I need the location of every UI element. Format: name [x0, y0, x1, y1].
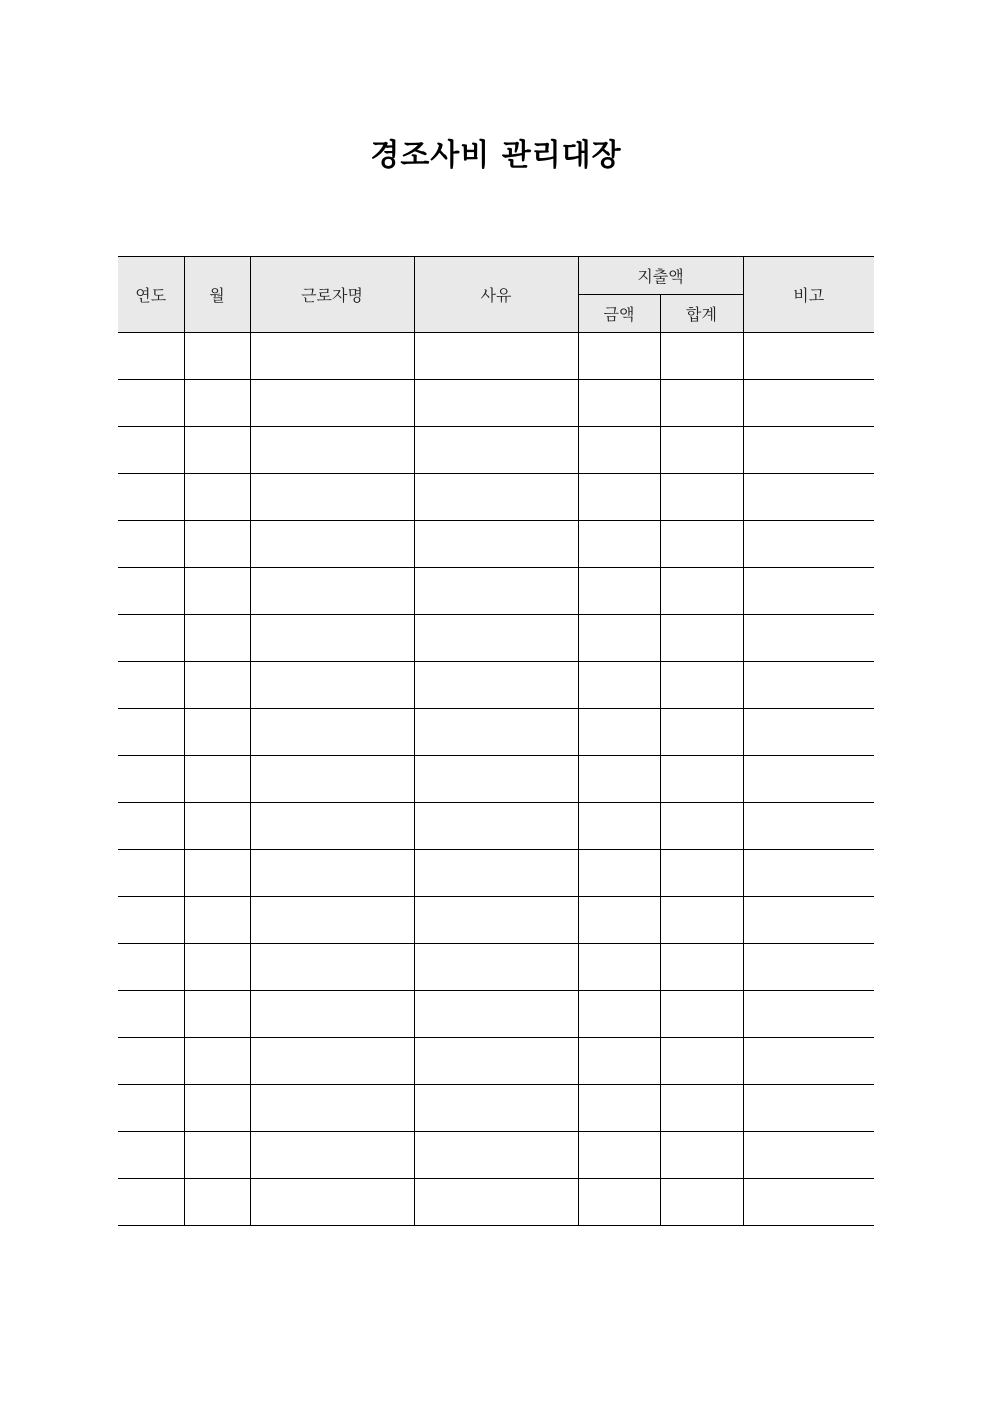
cell-worker-name[interactable]: [250, 1132, 414, 1179]
cell-total[interactable]: [660, 709, 743, 756]
cell-worker-name[interactable]: [250, 756, 414, 803]
cell-amount[interactable]: [578, 944, 660, 991]
cell-total[interactable]: [660, 333, 743, 380]
cell-year[interactable]: [118, 380, 184, 427]
cell-reason[interactable]: [414, 333, 578, 380]
table-row: [118, 1179, 874, 1226]
table-row: [118, 474, 874, 521]
cell-year[interactable]: [118, 991, 184, 1038]
cell-year[interactable]: [118, 333, 184, 380]
cell-remarks[interactable]: [743, 615, 874, 662]
cell-year[interactable]: [118, 521, 184, 568]
table-row: [118, 1038, 874, 1085]
cell-reason[interactable]: [414, 1085, 578, 1132]
cell-reason[interactable]: [414, 662, 578, 709]
cell-amount[interactable]: [578, 897, 660, 944]
table-row: [118, 333, 874, 380]
cell-month[interactable]: [184, 615, 250, 662]
cell-year[interactable]: [118, 850, 184, 897]
cell-amount[interactable]: [578, 1085, 660, 1132]
cell-amount[interactable]: [578, 615, 660, 662]
cell-amount[interactable]: [578, 991, 660, 1038]
cell-year[interactable]: [118, 427, 184, 474]
cell-remarks[interactable]: [743, 1179, 874, 1226]
cell-worker-name[interactable]: [250, 1179, 414, 1226]
cell-worker-name[interactable]: [250, 991, 414, 1038]
cell-reason[interactable]: [414, 568, 578, 615]
cell-worker-name[interactable]: [250, 427, 414, 474]
cell-month[interactable]: [184, 427, 250, 474]
cell-month[interactable]: [184, 568, 250, 615]
cell-total[interactable]: [660, 568, 743, 615]
cell-remarks[interactable]: [743, 380, 874, 427]
cell-year[interactable]: [118, 474, 184, 521]
cell-year[interactable]: [118, 1085, 184, 1132]
cell-reason[interactable]: [414, 521, 578, 568]
cell-amount[interactable]: [578, 850, 660, 897]
cell-worker-name[interactable]: [250, 944, 414, 991]
cell-reason[interactable]: [414, 803, 578, 850]
table-row: [118, 991, 874, 1038]
table-row: [118, 803, 874, 850]
ledger-table: [118, 256, 874, 1226]
table-row: [118, 568, 874, 615]
cell-reason[interactable]: [414, 615, 578, 662]
cell-remarks[interactable]: [743, 944, 874, 991]
cell-year[interactable]: [118, 1179, 184, 1226]
table-body: [118, 333, 874, 1226]
cell-remarks[interactable]: [743, 1085, 874, 1132]
cell-year[interactable]: [118, 944, 184, 991]
cell-amount[interactable]: [578, 756, 660, 803]
cell-reason[interactable]: [414, 850, 578, 897]
cell-reason[interactable]: [414, 1179, 578, 1226]
cell-year[interactable]: [118, 615, 184, 662]
cell-year[interactable]: [118, 709, 184, 756]
header-worker-name: 근로자명: [250, 257, 414, 333]
cell-worker-name[interactable]: [250, 662, 414, 709]
cell-total[interactable]: [660, 944, 743, 991]
cell-year[interactable]: [118, 662, 184, 709]
cell-remarks[interactable]: [743, 756, 874, 803]
table-row: [118, 1085, 874, 1132]
cell-total[interactable]: [660, 380, 743, 427]
cell-total[interactable]: [660, 1085, 743, 1132]
cell-worker-name[interactable]: [250, 850, 414, 897]
cell-amount[interactable]: [578, 1038, 660, 1085]
cell-reason[interactable]: [414, 1038, 578, 1085]
cell-remarks[interactable]: [743, 521, 874, 568]
cell-total[interactable]: [660, 850, 743, 897]
header-expenditure: 지출액: [578, 257, 743, 295]
header-month: 월: [184, 257, 250, 333]
cell-worker-name[interactable]: [250, 521, 414, 568]
cell-amount[interactable]: [578, 1132, 660, 1179]
cell-total[interactable]: [660, 1179, 743, 1226]
cell-total[interactable]: [660, 897, 743, 944]
cell-month[interactable]: [184, 944, 250, 991]
page-title: 경조사비 관리대장: [370, 138, 622, 173]
cell-amount[interactable]: [578, 380, 660, 427]
header-amount: 금액: [578, 295, 660, 333]
table-row: [118, 1132, 874, 1179]
cell-reason[interactable]: [414, 756, 578, 803]
cell-year[interactable]: [118, 897, 184, 944]
cell-reason[interactable]: [414, 1132, 578, 1179]
cell-month[interactable]: [184, 1085, 250, 1132]
cell-remarks[interactable]: [743, 1132, 874, 1179]
cell-month[interactable]: [184, 380, 250, 427]
table-row: [118, 897, 874, 944]
cell-total[interactable]: [660, 1132, 743, 1179]
table-row: [118, 709, 874, 756]
cell-amount[interactable]: [578, 568, 660, 615]
cell-remarks[interactable]: [743, 1038, 874, 1085]
cell-remarks[interactable]: [743, 897, 874, 944]
table-row: [118, 944, 874, 991]
cell-amount[interactable]: [578, 521, 660, 568]
cell-month[interactable]: [184, 333, 250, 380]
cell-month[interactable]: [184, 1038, 250, 1085]
cell-remarks[interactable]: [743, 991, 874, 1038]
cell-worker-name[interactable]: [250, 474, 414, 521]
cell-year[interactable]: [118, 756, 184, 803]
cell-worker-name[interactable]: [250, 333, 414, 380]
cell-total[interactable]: [660, 427, 743, 474]
table-row: [118, 521, 874, 568]
cell-total[interactable]: [660, 521, 743, 568]
cell-remarks[interactable]: [743, 333, 874, 380]
cell-worker-name[interactable]: [250, 380, 414, 427]
cell-total[interactable]: [660, 803, 743, 850]
cell-month[interactable]: [184, 521, 250, 568]
cell-month[interactable]: [184, 803, 250, 850]
table-row: [118, 756, 874, 803]
cell-total[interactable]: [660, 474, 743, 521]
header-remarks: 비고: [743, 257, 874, 333]
cell-worker-name[interactable]: [250, 1038, 414, 1085]
cell-reason[interactable]: [414, 709, 578, 756]
table-row: [118, 850, 874, 897]
cell-worker-name[interactable]: [250, 615, 414, 662]
cell-amount[interactable]: [578, 709, 660, 756]
cell-remarks[interactable]: [743, 850, 874, 897]
cell-remarks[interactable]: [743, 568, 874, 615]
cell-reason[interactable]: [414, 380, 578, 427]
cell-total[interactable]: [660, 756, 743, 803]
cell-total[interactable]: [660, 615, 743, 662]
table-row: [118, 615, 874, 662]
cell-month[interactable]: [184, 1132, 250, 1179]
cell-reason[interactable]: [414, 991, 578, 1038]
cell-remarks[interactable]: [743, 662, 874, 709]
cell-worker-name[interactable]: [250, 1085, 414, 1132]
cell-reason[interactable]: [414, 474, 578, 521]
header-year: 연도: [118, 257, 184, 333]
cell-amount[interactable]: [578, 1179, 660, 1226]
cell-reason[interactable]: [414, 427, 578, 474]
table-row: [118, 427, 874, 474]
cell-reason[interactable]: [414, 897, 578, 944]
cell-year[interactable]: [118, 1132, 184, 1179]
cell-month[interactable]: [184, 474, 250, 521]
cell-year[interactable]: [118, 568, 184, 615]
cell-amount[interactable]: [578, 662, 660, 709]
cell-remarks[interactable]: [743, 803, 874, 850]
cell-amount[interactable]: [578, 427, 660, 474]
cell-total[interactable]: [660, 662, 743, 709]
cell-month[interactable]: [184, 1179, 250, 1226]
cell-remarks[interactable]: [743, 709, 874, 756]
cell-year[interactable]: [118, 803, 184, 850]
cell-month[interactable]: [184, 850, 250, 897]
cell-amount[interactable]: [578, 803, 660, 850]
header-total: 합계: [660, 295, 743, 333]
cell-reason[interactable]: [414, 944, 578, 991]
cell-month[interactable]: [184, 662, 250, 709]
cell-amount[interactable]: [578, 333, 660, 380]
cell-month[interactable]: [184, 897, 250, 944]
cell-month[interactable]: [184, 991, 250, 1038]
cell-total[interactable]: [660, 991, 743, 1038]
table-header: [118, 257, 874, 333]
cell-worker-name[interactable]: [250, 709, 414, 756]
cell-remarks[interactable]: [743, 427, 874, 474]
table-row: [118, 380, 874, 427]
cell-year[interactable]: [118, 1038, 184, 1085]
cell-worker-name[interactable]: [250, 568, 414, 615]
cell-remarks[interactable]: [743, 474, 874, 521]
cell-total[interactable]: [660, 1038, 743, 1085]
cell-worker-name[interactable]: [250, 803, 414, 850]
header-reason: 사유: [414, 257, 578, 333]
cell-worker-name[interactable]: [250, 897, 414, 944]
cell-amount[interactable]: [578, 474, 660, 521]
cell-month[interactable]: [184, 756, 250, 803]
table-row: [118, 662, 874, 709]
cell-month[interactable]: [184, 709, 250, 756]
